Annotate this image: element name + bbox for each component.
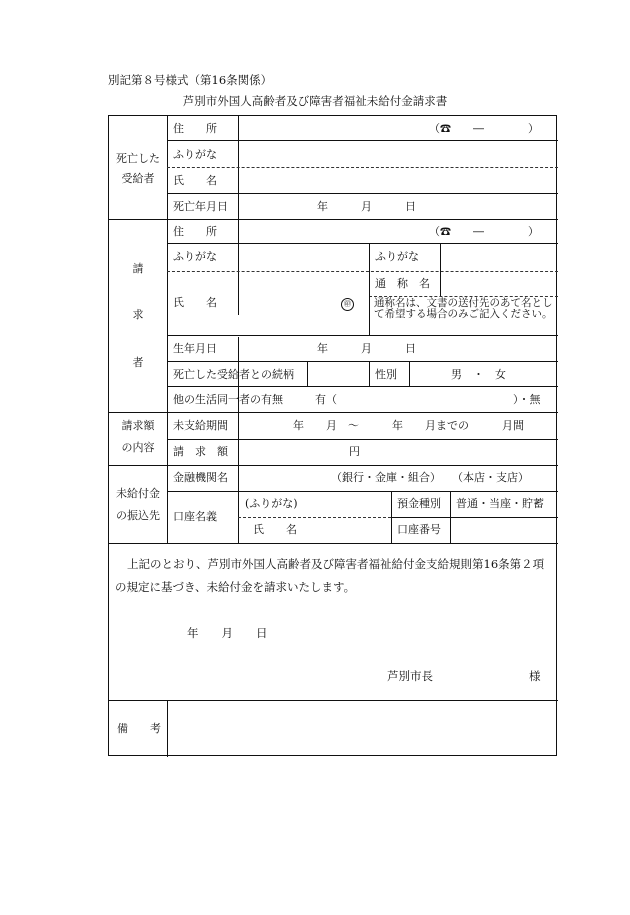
death-date-value: 年 月 日 [317, 200, 416, 213]
addressee-honorific: 様 [529, 669, 541, 683]
deceased-furigana-label: ふりがな [173, 148, 217, 161]
rule-c5 [167, 386, 558, 387]
claimant-phone: （☎ ― ） [429, 225, 539, 238]
claim-label-2: の内容 [121, 441, 155, 454]
dash-d-furigana [167, 167, 558, 168]
holder-label: 口座名義 [173, 510, 217, 523]
rule-claim-end [109, 465, 558, 466]
birth-date-value: 年 月 日 [317, 342, 416, 355]
bank-divider-2 [450, 491, 451, 543]
claimant-label-1: 請 [132, 262, 144, 275]
claimant-name-divider [369, 243, 370, 335]
rule-b2 [391, 517, 558, 518]
household-yes: 有（ [315, 393, 337, 406]
account-number-label: 口座番号 [397, 523, 441, 536]
amount-label: 請 求 額 [173, 445, 228, 458]
rule-bank-end [109, 543, 558, 544]
rule-statement-end [109, 700, 558, 701]
period-label: 未支給期間 [173, 419, 228, 432]
claimant-label-2: 求 [132, 308, 144, 321]
bank-divider-1 [391, 491, 392, 543]
rule-d3 [167, 193, 558, 194]
relation-divider-1 [307, 361, 308, 386]
deceased-address-label: 住 所 [173, 122, 217, 135]
deposit-type-value: 普通・当座・貯蓄 [456, 497, 544, 510]
seal-mark: ㊞ [341, 296, 354, 311]
rule-b1 [167, 491, 558, 492]
sex-label: 性別 [375, 368, 397, 381]
rule-d1 [167, 140, 558, 141]
label-column-divider [167, 116, 168, 543]
holder-name: 氏 名 [253, 523, 297, 536]
relation-divider-2 [369, 361, 370, 386]
statement-line-1: 上記のとおり、芦別市外国人高齢者及び障害者福祉給付金支給規則第16条第２項 [127, 557, 545, 571]
deceased-label-1: 死亡した [116, 152, 160, 165]
household-label: 他の生活同一者の有無 [173, 393, 283, 406]
deceased-phone: （☎ ― ） [429, 122, 539, 135]
form-number: 別記第８号様式（第16条関係） [108, 73, 273, 87]
deposit-type-label: 預金種別 [397, 497, 441, 510]
addressee: 芦別市長 [387, 669, 433, 683]
bank-label-1: 未給付金 [116, 487, 160, 500]
claimant-furigana-divider [440, 243, 441, 296]
remarks-divider [167, 700, 168, 757]
birth-date-label: 生年月日 [173, 342, 217, 355]
period-value: 年 月 〜 年 月までの 月間 [293, 419, 524, 432]
rule-c4 [167, 361, 558, 362]
claim-label-1: 請求額 [121, 419, 155, 432]
rule-deceased-end [109, 219, 558, 220]
statement-date: 年 月 日 [187, 626, 268, 640]
sex-value: 男 ・ 女 [451, 368, 506, 381]
form-title: 芦別市外国人高齢者及び障害者福祉未給付金請求書 [182, 94, 448, 108]
claimant-address-label: 住 所 [173, 225, 217, 238]
common-name-label: 通 称 名 [375, 277, 430, 290]
death-date-label: 死亡年月日 [173, 200, 228, 213]
statement-line-2: の規定に基づき、未給付金を請求いたします。 [115, 580, 356, 594]
household-no: ）・無 [513, 393, 541, 406]
institution-value: （銀行・金庫・組合） （本店・支店） [331, 471, 529, 484]
institution-label: 金融機関名 [173, 471, 228, 484]
rule-c3 [167, 335, 558, 336]
rule-cl1 [167, 439, 558, 440]
remarks-label: 備 考 [117, 722, 161, 735]
relation-divider-3 [409, 361, 410, 386]
deceased-label-2: 受給者 [121, 172, 155, 185]
relation-label: 死亡した受給者との続柄 [173, 368, 294, 381]
field-column-divider-a [238, 116, 239, 315]
dash-b-holder [238, 517, 391, 518]
claimant-name-label: 氏 名 [173, 296, 217, 309]
claimant-furigana-label-2: ふりがな [375, 250, 419, 263]
dash-c-furigana [167, 271, 558, 272]
deceased-name-label: 氏 名 [173, 174, 217, 187]
rule-claimant-end [109, 412, 558, 413]
claim-form-table [108, 115, 557, 756]
claimant-label-3: 者 [132, 356, 144, 369]
amount-unit: 円 [349, 445, 360, 458]
common-name-note: 通称名は、文書の送付先のあて名として希望する場合のみご記入ください。 [374, 297, 553, 320]
bank-label-2: の振込先 [116, 509, 160, 522]
holder-furigana: (ふりがな) [245, 497, 298, 510]
claimant-furigana-label: ふりがな [173, 250, 217, 263]
rule-c1 [167, 243, 558, 244]
